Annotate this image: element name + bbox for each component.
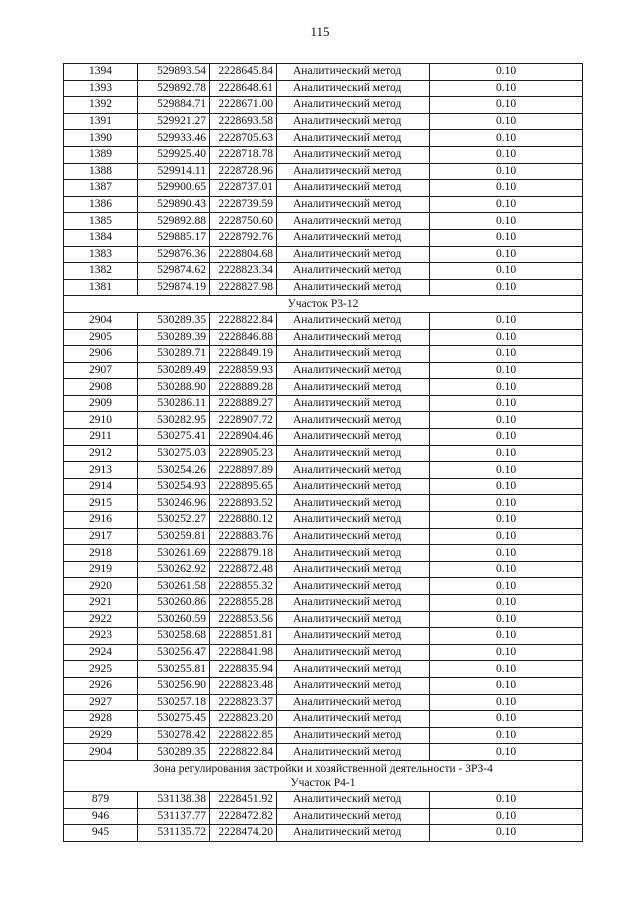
- table-row: [64, 312, 583, 329]
- x-coordinate-cell: 530262.92: [138, 561, 210, 578]
- point-number-cell: 2920: [64, 578, 138, 595]
- method-cell: Аналитический метод: [277, 727, 430, 744]
- method-cell: Аналитический метод: [277, 412, 430, 429]
- y-coordinate-cell: 2228883.76: [210, 528, 277, 545]
- method-cell: Аналитический метод: [277, 808, 430, 825]
- table-row: [64, 362, 583, 379]
- x-coordinate-cell: 530260.86: [138, 595, 210, 612]
- x-coordinate-cell: 529884.71: [138, 97, 210, 114]
- accuracy-cell: 0.10: [430, 595, 583, 612]
- accuracy-cell: 0.10: [430, 677, 583, 694]
- y-coordinate-cell: 2228739.59: [210, 196, 277, 213]
- point-number-cell: 2917: [64, 528, 138, 545]
- table-row: [64, 412, 583, 429]
- y-coordinate-cell: 2228671.00: [210, 97, 277, 114]
- method-cell: Аналитический метод: [277, 113, 430, 130]
- point-number-cell: 1391: [64, 113, 138, 130]
- y-coordinate-cell: 2228823.34: [210, 263, 277, 280]
- method-cell: Аналитический метод: [277, 180, 430, 197]
- y-coordinate-cell: 2228750.60: [210, 213, 277, 230]
- y-coordinate-cell: 2228737.01: [210, 180, 277, 197]
- point-number-cell: 2906: [64, 346, 138, 363]
- table-row: [64, 462, 583, 479]
- table-row: [64, 163, 583, 180]
- method-cell: Аналитический метод: [277, 163, 430, 180]
- y-coordinate-cell: 2228907.72: [210, 412, 277, 429]
- point-number-cell: 2908: [64, 379, 138, 396]
- y-coordinate-cell: 2228889.28: [210, 379, 277, 396]
- method-cell: Аналитический метод: [277, 395, 430, 412]
- method-cell: Аналитический метод: [277, 661, 430, 678]
- y-coordinate-cell: 2228823.20: [210, 711, 277, 728]
- accuracy-cell: 0.10: [430, 791, 583, 808]
- x-coordinate-cell: 531137.77: [138, 808, 210, 825]
- point-number-cell: 945: [64, 825, 138, 842]
- accuracy-cell: 0.10: [430, 279, 583, 296]
- y-coordinate-cell: 2228645.84: [210, 64, 277, 81]
- y-coordinate-cell: 2228889.27: [210, 395, 277, 412]
- y-coordinate-cell: 2228841.98: [210, 644, 277, 661]
- table-row: [64, 528, 583, 545]
- method-cell: Аналитический метод: [277, 312, 430, 329]
- method-cell: Аналитический метод: [277, 694, 430, 711]
- table-row: [64, 445, 583, 462]
- table-row: [64, 694, 583, 711]
- zone-title: Зона регулирования застройки и хозяйственной деятельности - ЗРЗ-4: [153, 762, 493, 775]
- y-coordinate-cell: 2228472.82: [210, 808, 277, 825]
- accuracy-cell: 0.10: [430, 429, 583, 446]
- page-number: 115: [310, 24, 330, 39]
- method-cell: Аналитический метод: [277, 246, 430, 263]
- method-cell: Аналитический метод: [277, 362, 430, 379]
- table-row: [64, 561, 583, 578]
- table-row: [64, 545, 583, 562]
- method-cell: Аналитический метод: [277, 711, 430, 728]
- accuracy-cell: 0.10: [430, 329, 583, 346]
- x-coordinate-cell: 530259.81: [138, 528, 210, 545]
- y-coordinate-cell: 2228792.76: [210, 229, 277, 246]
- point-number-cell: 2905: [64, 329, 138, 346]
- method-cell: Аналитический метод: [277, 825, 430, 842]
- x-coordinate-cell: 530260.59: [138, 611, 210, 628]
- y-coordinate-cell: 2228905.23: [210, 445, 277, 462]
- x-coordinate-cell: 530258.68: [138, 628, 210, 645]
- y-coordinate-cell: 2228822.85: [210, 727, 277, 744]
- x-coordinate-cell: 529874.62: [138, 263, 210, 280]
- point-number-cell: 1386: [64, 196, 138, 213]
- table-row: [64, 146, 583, 163]
- x-coordinate-cell: 530278.42: [138, 727, 210, 744]
- method-cell: Аналитический метод: [277, 791, 430, 808]
- x-coordinate-cell: 530289.35: [138, 744, 210, 761]
- x-coordinate-cell: 530255.81: [138, 661, 210, 678]
- y-coordinate-cell: 2228893.52: [210, 495, 277, 512]
- method-cell: Аналитический метод: [277, 263, 430, 280]
- method-cell: Аналитический метод: [277, 644, 430, 661]
- zone-header-cell: [64, 760, 583, 791]
- x-coordinate-cell: 530256.90: [138, 677, 210, 694]
- y-coordinate-cell: 2228705.63: [210, 130, 277, 147]
- accuracy-cell: 0.10: [430, 711, 583, 728]
- table-row: [64, 578, 583, 595]
- y-coordinate-cell: 2228859.93: [210, 362, 277, 379]
- point-number-cell: 1389: [64, 146, 138, 163]
- x-coordinate-cell: 530275.45: [138, 711, 210, 728]
- table-row: [64, 213, 583, 230]
- point-number-cell: 2910: [64, 412, 138, 429]
- table-row: [64, 677, 583, 694]
- method-cell: Аналитический метод: [277, 677, 430, 694]
- accuracy-cell: 0.10: [430, 346, 583, 363]
- table-row: [64, 478, 583, 495]
- accuracy-cell: 0.10: [430, 180, 583, 197]
- x-coordinate-cell: 529892.78: [138, 80, 210, 97]
- x-coordinate-cell: 529893.54: [138, 64, 210, 81]
- table-row: [64, 346, 583, 363]
- point-number-cell: 1393: [64, 80, 138, 97]
- accuracy-cell: 0.10: [430, 694, 583, 711]
- point-number-cell: 1385: [64, 213, 138, 230]
- point-number-cell: 2919: [64, 561, 138, 578]
- accuracy-cell: 0.10: [430, 825, 583, 842]
- method-cell: Аналитический метод: [277, 495, 430, 512]
- table-row: [64, 329, 583, 346]
- table-row: [64, 791, 583, 808]
- accuracy-cell: 0.10: [430, 611, 583, 628]
- point-number-cell: 2915: [64, 495, 138, 512]
- point-number-cell: 2918: [64, 545, 138, 562]
- method-cell: Аналитический метод: [277, 744, 430, 761]
- method-cell: Аналитический метод: [277, 545, 430, 562]
- accuracy-cell: 0.10: [430, 644, 583, 661]
- accuracy-cell: 0.10: [430, 478, 583, 495]
- table-row: [64, 512, 583, 529]
- accuracy-cell: 0.10: [430, 263, 583, 280]
- x-coordinate-cell: 529892.88: [138, 213, 210, 230]
- x-coordinate-cell: 529925.40: [138, 146, 210, 163]
- method-cell: Аналитический метод: [277, 445, 430, 462]
- table-row: [64, 130, 583, 147]
- point-number-cell: 2927: [64, 694, 138, 711]
- point-number-cell: 1382: [64, 263, 138, 280]
- method-cell: Аналитический метод: [277, 64, 430, 81]
- table-row: [64, 180, 583, 197]
- y-coordinate-cell: 2228853.56: [210, 611, 277, 628]
- method-cell: Аналитический метод: [277, 213, 430, 230]
- accuracy-cell: 0.10: [430, 727, 583, 744]
- table-row: [64, 628, 583, 645]
- y-coordinate-cell: 2228648.61: [210, 80, 277, 97]
- y-coordinate-cell: 2228718.78: [210, 146, 277, 163]
- method-cell: Аналитический метод: [277, 478, 430, 495]
- method-cell: Аналитический метод: [277, 628, 430, 645]
- x-coordinate-cell: 529876.36: [138, 246, 210, 263]
- table-row: [64, 429, 583, 446]
- y-coordinate-cell: 2228851.81: [210, 628, 277, 645]
- x-coordinate-cell: 530252.27: [138, 512, 210, 529]
- x-coordinate-cell: 529933.46: [138, 130, 210, 147]
- accuracy-cell: 0.10: [430, 578, 583, 595]
- point-number-cell: 1384: [64, 229, 138, 246]
- y-coordinate-cell: 2228728.96: [210, 163, 277, 180]
- accuracy-cell: 0.10: [430, 130, 583, 147]
- table-row: [64, 196, 583, 213]
- point-number-cell: 2913: [64, 462, 138, 479]
- method-cell: Аналитический метод: [277, 429, 430, 446]
- accuracy-cell: 0.10: [430, 445, 583, 462]
- accuracy-cell: 0.10: [430, 661, 583, 678]
- table-row: [64, 379, 583, 396]
- table-row: [64, 113, 583, 130]
- x-coordinate-cell: 529890.43: [138, 196, 210, 213]
- point-number-cell: 1387: [64, 180, 138, 197]
- table-row: [64, 64, 583, 81]
- point-number-cell: 2925: [64, 661, 138, 678]
- accuracy-cell: 0.10: [430, 97, 583, 114]
- accuracy-cell: 0.10: [430, 146, 583, 163]
- x-coordinate-cell: 529914.11: [138, 163, 210, 180]
- y-coordinate-cell: 2228693.58: [210, 113, 277, 130]
- y-coordinate-cell: 2228822.84: [210, 312, 277, 329]
- accuracy-cell: 0.10: [430, 312, 583, 329]
- y-coordinate-cell: 2228904.46: [210, 429, 277, 446]
- x-coordinate-cell: 531135.72: [138, 825, 210, 842]
- table-row: [64, 727, 583, 744]
- y-coordinate-cell: 2228855.32: [210, 578, 277, 595]
- table-row: [64, 395, 583, 412]
- accuracy-cell: 0.10: [430, 744, 583, 761]
- x-coordinate-cell: 530246.96: [138, 495, 210, 512]
- accuracy-cell: 0.10: [430, 246, 583, 263]
- x-coordinate-cell: 530257.18: [138, 694, 210, 711]
- point-number-cell: 1381: [64, 279, 138, 296]
- x-coordinate-cell: 530289.39: [138, 329, 210, 346]
- table-row: [64, 644, 583, 661]
- method-cell: Аналитический метод: [277, 97, 430, 114]
- table-row: [64, 229, 583, 246]
- point-number-cell: 1394: [64, 64, 138, 81]
- table-row: [64, 808, 583, 825]
- table-row: [64, 246, 583, 263]
- point-number-cell: 1383: [64, 246, 138, 263]
- point-number-cell: 2926: [64, 677, 138, 694]
- y-coordinate-cell: 2228846.88: [210, 329, 277, 346]
- y-coordinate-cell: 2228895.65: [210, 478, 277, 495]
- accuracy-cell: 0.10: [430, 379, 583, 396]
- x-coordinate-cell: 529885.17: [138, 229, 210, 246]
- x-coordinate-cell: 530289.71: [138, 346, 210, 363]
- accuracy-cell: 0.10: [430, 462, 583, 479]
- table-row: [64, 611, 583, 628]
- method-cell: Аналитический метод: [277, 80, 430, 97]
- point-number-cell: 2911: [64, 429, 138, 446]
- table-row: [64, 711, 583, 728]
- point-number-cell: 2916: [64, 512, 138, 529]
- x-coordinate-cell: 531138.38: [138, 791, 210, 808]
- accuracy-cell: 0.10: [430, 412, 583, 429]
- point-number-cell: 2928: [64, 711, 138, 728]
- y-coordinate-cell: 2228827.98: [210, 279, 277, 296]
- table-row: [64, 661, 583, 678]
- table-row: [64, 495, 583, 512]
- method-cell: Аналитический метод: [277, 130, 430, 147]
- y-coordinate-cell: 2228835.94: [210, 661, 277, 678]
- accuracy-cell: 0.10: [430, 213, 583, 230]
- point-number-cell: 2909: [64, 395, 138, 412]
- y-coordinate-cell: 2228823.48: [210, 677, 277, 694]
- section-title: Участок Р4-1: [290, 776, 356, 789]
- point-number-cell: 1392: [64, 97, 138, 114]
- point-number-cell: 2922: [64, 611, 138, 628]
- accuracy-cell: 0.10: [430, 196, 583, 213]
- accuracy-cell: 0.10: [430, 64, 583, 81]
- accuracy-cell: 0.10: [430, 528, 583, 545]
- x-coordinate-cell: 530261.69: [138, 545, 210, 562]
- accuracy-cell: 0.10: [430, 395, 583, 412]
- accuracy-cell: 0.10: [430, 545, 583, 562]
- table-row: [64, 825, 583, 842]
- table-row: [64, 97, 583, 114]
- x-coordinate-cell: 530254.26: [138, 462, 210, 479]
- x-coordinate-cell: 530256.47: [138, 644, 210, 661]
- point-number-cell: 879: [64, 791, 138, 808]
- x-coordinate-cell: 530289.49: [138, 362, 210, 379]
- y-coordinate-cell: 2228872.48: [210, 561, 277, 578]
- point-number-cell: 2924: [64, 644, 138, 661]
- method-cell: Аналитический метод: [277, 346, 430, 363]
- point-number-cell: 946: [64, 808, 138, 825]
- method-cell: Аналитический метод: [277, 196, 430, 213]
- point-number-cell: 2914: [64, 478, 138, 495]
- coordinates-table: [63, 63, 583, 842]
- y-coordinate-cell: 2228855.28: [210, 595, 277, 612]
- y-coordinate-cell: 2228823.37: [210, 694, 277, 711]
- x-coordinate-cell: 529874.19: [138, 279, 210, 296]
- x-coordinate-cell: 530289.35: [138, 312, 210, 329]
- x-coordinate-cell: 529900.65: [138, 180, 210, 197]
- method-cell: Аналитический метод: [277, 379, 430, 396]
- y-coordinate-cell: 2228880.12: [210, 512, 277, 529]
- method-cell: Аналитический метод: [277, 329, 430, 346]
- point-number-cell: 2912: [64, 445, 138, 462]
- method-cell: Аналитический метод: [277, 528, 430, 545]
- y-coordinate-cell: 2228451.92: [210, 791, 277, 808]
- point-number-cell: 2921: [64, 595, 138, 612]
- x-coordinate-cell: 530286.11: [138, 395, 210, 412]
- table-row: [64, 263, 583, 280]
- accuracy-cell: 0.10: [430, 229, 583, 246]
- accuracy-cell: 0.10: [430, 113, 583, 130]
- x-coordinate-cell: 530254.93: [138, 478, 210, 495]
- x-coordinate-cell: 530282.95: [138, 412, 210, 429]
- y-coordinate-cell: 2228474.20: [210, 825, 277, 842]
- x-coordinate-cell: 529921.27: [138, 113, 210, 130]
- x-coordinate-cell: 530275.03: [138, 445, 210, 462]
- point-number-cell: 2907: [64, 362, 138, 379]
- accuracy-cell: 0.10: [430, 561, 583, 578]
- section-title: Участок Р3-12: [64, 296, 583, 313]
- method-cell: Аналитический метод: [277, 578, 430, 595]
- x-coordinate-cell: 530261.58: [138, 578, 210, 595]
- accuracy-cell: 0.10: [430, 808, 583, 825]
- method-cell: Аналитический метод: [277, 561, 430, 578]
- accuracy-cell: 0.10: [430, 362, 583, 379]
- y-coordinate-cell: 2228897.89: [210, 462, 277, 479]
- accuracy-cell: 0.10: [430, 163, 583, 180]
- table-row: [64, 279, 583, 296]
- accuracy-cell: 0.10: [430, 512, 583, 529]
- method-cell: Аналитический метод: [277, 279, 430, 296]
- point-number-cell: 2904: [64, 744, 138, 761]
- point-number-cell: 1390: [64, 130, 138, 147]
- table-row: [64, 595, 583, 612]
- table-row: [64, 80, 583, 97]
- method-cell: Аналитический метод: [277, 229, 430, 246]
- y-coordinate-cell: 2228822.84: [210, 744, 277, 761]
- accuracy-cell: 0.10: [430, 495, 583, 512]
- point-number-cell: 2929: [64, 727, 138, 744]
- accuracy-cell: 0.10: [430, 80, 583, 97]
- table-row: [64, 744, 583, 761]
- x-coordinate-cell: 530275.41: [138, 429, 210, 446]
- x-coordinate-cell: 530288.90: [138, 379, 210, 396]
- point-number-cell: 2923: [64, 628, 138, 645]
- point-number-cell: 1388: [64, 163, 138, 180]
- section-header-row: [64, 296, 583, 313]
- method-cell: Аналитический метод: [277, 146, 430, 163]
- y-coordinate-cell: 2228804.68: [210, 246, 277, 263]
- method-cell: Аналитический метод: [277, 462, 430, 479]
- y-coordinate-cell: 2228879.18: [210, 545, 277, 562]
- method-cell: Аналитический метод: [277, 512, 430, 529]
- method-cell: Аналитический метод: [277, 611, 430, 628]
- point-number-cell: 2904: [64, 312, 138, 329]
- method-cell: Аналитический метод: [277, 595, 430, 612]
- zone-header-row: [64, 760, 583, 791]
- y-coordinate-cell: 2228849.19: [210, 346, 277, 363]
- accuracy-cell: 0.10: [430, 628, 583, 645]
